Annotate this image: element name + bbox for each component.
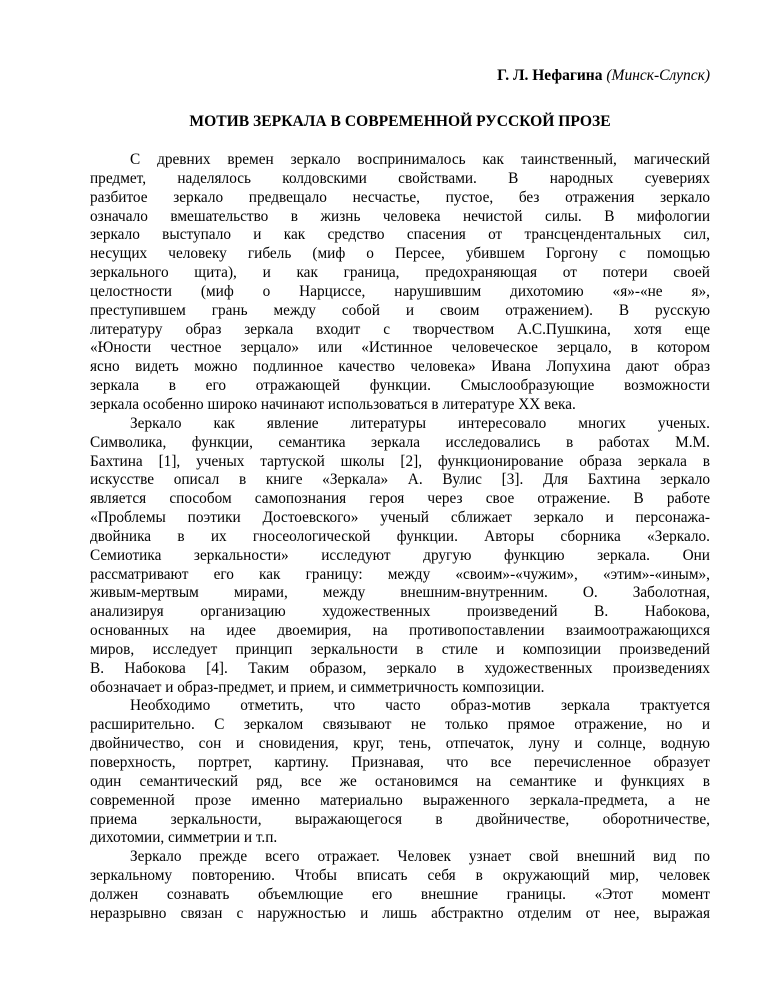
byline: [90, 66, 710, 85]
paragraph: [90, 697, 710, 848]
text-line: Символика, функции, семантика зеркала исследовались в работах М.М.: [90, 433, 710, 451]
text-line: двойничество, сон и сновидения, круг, тень, отпечаток, луну и солнце, водную: [90, 735, 710, 753]
text-line: В. Набокова [4]. Таким образом, зеркало в художественных произведениях: [90, 659, 710, 677]
text-line: живым-мертвым мирами, между внешним-внутренним. О. Заболотная,: [90, 584, 710, 602]
text-line: литературу образ зеркала входит с творчеством А.С.Пушкина, хотя еще: [90, 320, 710, 338]
text-line: С древних времен зеркало воспринималось как таинственный, магический: [130, 151, 710, 168]
text-line: зеркала особенно широко начинают использоваться в литературе XX века.: [90, 395, 576, 413]
text-line: зеркальному повторению. Чтобы вписать себя в окружающий мир, человек: [90, 867, 710, 885]
text-line: разбитое зеркало предвещало несчастье, пустое, без отражения зеркало: [90, 188, 710, 206]
text-line: зеркало выступало и как средство спасения от трансцендентальных сил,: [90, 226, 710, 244]
text-line: Необходимо отметить, что часто образ-мотив зеркала трактуется: [130, 697, 710, 715]
text-line: приема зеркальности, выражающегося в двойничестве, оборотничестве,: [90, 810, 710, 828]
text-line: основанных на идее двоемирия, на противопоставлении взаимоотражающихся: [90, 622, 710, 640]
author-name: Г. Л. Нефагина: [497, 67, 603, 84]
text-line: анализируя организацию художественных произведений В. Набокова,: [90, 603, 710, 621]
text-line: расширительно. С зеркалом связывают не только прямое отражение, но и: [90, 716, 710, 734]
page-title: МОТИВ ЗЕРКАЛА В СОВРЕМЕННОЙ РУССКОЙ ПРОЗЕ: [189, 113, 611, 130]
text-line: Зеркало прежде всего отражает. Человек узнает свой внешний вид по: [130, 848, 710, 866]
text-line: Зеркало как явление литературы интересовало многих ученых.: [130, 414, 710, 432]
text-line: Бахтина [1], ученых тартуской школы [2], функционирование образа зеркала в: [90, 452, 710, 470]
paragraph: [90, 415, 710, 698]
text-line: означало вмешательство в жизнь человека нечистой силы. В мифологии: [90, 207, 710, 225]
text-line: «Юности честное зерцало» или «Истинное человеческое зерцало, в котором: [90, 339, 710, 357]
document-body: [90, 151, 710, 924]
text-line: обозначает и образ-предмет, и прием, и симметричность композиции.: [90, 678, 545, 696]
text-line: зеркала в его отражающей функции. Смыслообразующие возможности: [90, 377, 710, 395]
text-line: целостности (миф о Нарциссе, нарушившим дихотомию «я»-«не я»,: [90, 282, 710, 300]
paragraph: [90, 151, 710, 415]
text-line: искусстве описал в книге «Зеркала» А. Вулис [3]. Для Бахтина зеркало: [90, 471, 710, 489]
text-line: дихотомии, симметрии и т.п.: [90, 829, 278, 847]
text-line: поверхность, портрет, картину. Признавая, что все перечисленное образует: [90, 754, 710, 771]
text-line: должен сознавать объемлющие его внешние границы. «Этот момент: [90, 885, 710, 903]
paragraph: [90, 848, 710, 923]
text-line: неразрывно связан с наружностью и лишь абстрактно отделим от нее, выражая: [90, 904, 710, 922]
text-line: ясно видеть можно подлинное качество человека» Ивана Лопухина дают образ: [90, 358, 710, 376]
text-line: Семиотика зеркальности» исследуют другую функцию зеркала. Они: [90, 546, 710, 564]
text-line: современной прозе именно материально выраженного зеркала-предмета, а не: [90, 791, 710, 809]
text-line: предмет, наделялось колдовскими свойствами. В народных суевериях: [90, 169, 710, 187]
text-line: миров, исследует принцип зеркальности в стиле и композиции произведений: [90, 640, 710, 658]
text-line: «Проблемы поэтики Достоевского» ученый сближает зеркало и персонажа-: [90, 509, 710, 527]
text-line: двойника в их гносеологической функции. Авторы сборника «Зеркало.: [90, 527, 710, 545]
text-line: один семантический ряд, все же остановимся на семантике и функциях в: [90, 772, 710, 790]
author-affiliation: (Минск-Слупск): [606, 67, 710, 84]
text-line: преступившем грань между собой и своим отражением). В русскую: [90, 301, 710, 319]
text-line: зеркального щита), и как граница, предохраняющая от потери своей: [90, 264, 710, 282]
text-line: является способом самопознания героя через свое отражение. В работе: [90, 490, 710, 508]
text-line: несущих человеку гибель (миф о Персее, убившем Горгону с помощью: [90, 245, 710, 263]
text-line: рассматривают его как границу: между «своим»-«чужим», «этим»-«иным»,: [90, 565, 710, 583]
